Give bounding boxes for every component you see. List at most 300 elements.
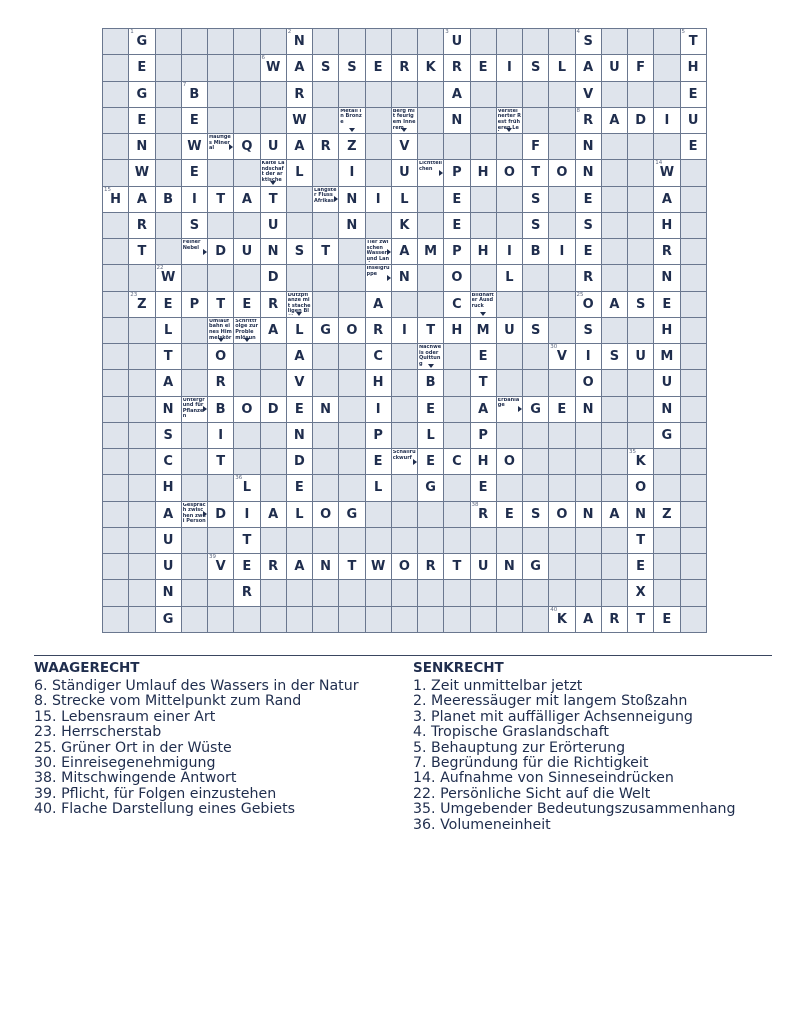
blank-cell — [182, 528, 208, 554]
letter-cell — [182, 213, 208, 239]
letter-cell — [261, 502, 287, 528]
blank-cell — [261, 344, 287, 370]
cell-letter: N — [320, 559, 332, 575]
cell-letter: W — [187, 139, 202, 155]
cell-letter: N — [582, 401, 594, 417]
blank-cell — [392, 292, 418, 318]
blank-cell — [103, 397, 129, 423]
letter-cell — [418, 397, 444, 423]
blank-cell — [628, 134, 654, 160]
blank-cell — [339, 580, 365, 606]
letter-cell — [444, 449, 470, 475]
blank-cell — [129, 370, 155, 396]
cell-letter: X — [635, 585, 646, 601]
blank-cell — [628, 160, 654, 186]
blank-cell — [576, 528, 602, 554]
cell-letter: V — [294, 375, 305, 391]
cell-letter: A — [478, 401, 489, 417]
blank-cell — [392, 397, 418, 423]
letter-cell — [261, 318, 287, 344]
letter-cell — [339, 187, 365, 213]
blank-cell — [654, 554, 680, 580]
clue-number: 5 — [681, 29, 685, 35]
letter-cell — [366, 370, 392, 396]
letter-cell — [182, 160, 208, 186]
clue-item: 35. Umgebender Bedeutungszusammenhang — [413, 801, 736, 818]
letter-cell — [681, 134, 707, 160]
cell-letter: E — [583, 191, 593, 207]
blank-cell — [287, 528, 313, 554]
blank-cell — [156, 29, 182, 55]
letter-cell — [129, 82, 155, 108]
cell-letter: K — [425, 60, 436, 76]
cell-letter: I — [349, 165, 355, 181]
letter-cell — [287, 55, 313, 81]
clue-text: Berg mit feurigem Innerem — [392, 108, 416, 131]
letter-cell — [156, 344, 182, 370]
clue-text: Schrittfolge zur Problemlösun — [235, 318, 259, 341]
blank-cell — [418, 29, 444, 55]
clue-cell — [392, 108, 418, 134]
blank-cell — [182, 475, 208, 501]
letter-cell — [471, 160, 497, 186]
blank-cell — [444, 370, 470, 396]
letter-cell — [129, 29, 155, 55]
cell-letter: N — [267, 244, 279, 260]
cell-letter: T — [242, 532, 252, 548]
cell-letter: I — [244, 506, 250, 522]
cell-letter: O — [503, 165, 515, 181]
letter-cell — [654, 607, 680, 633]
letter-cell — [576, 318, 602, 344]
letter-cell — [549, 397, 575, 423]
divider — [34, 655, 772, 656]
blank-cell — [497, 580, 523, 606]
blank-cell — [261, 29, 287, 55]
cell-letter: W — [292, 112, 307, 128]
cell-letter: O — [582, 375, 594, 391]
letter-cell — [208, 370, 234, 396]
clue-number: 6 — [261, 55, 265, 62]
cell-letter: I — [191, 191, 197, 207]
letter-cell — [234, 187, 260, 213]
clue-number: 15 — [104, 186, 111, 193]
cell-letter: B — [215, 401, 226, 417]
blank-cell — [681, 160, 707, 186]
letter-cell — [471, 449, 497, 475]
blank-cell — [208, 528, 234, 554]
cell-letter: U — [162, 559, 174, 575]
blank-cell — [339, 528, 365, 554]
blank-cell — [313, 607, 339, 633]
letter-cell — [156, 370, 182, 396]
cell-letter: U — [241, 244, 253, 260]
blank-cell — [497, 370, 523, 396]
blank-cell — [392, 82, 418, 108]
letter-cell — [444, 160, 470, 186]
cell-letter: N — [136, 139, 148, 155]
cell-letter: Z — [662, 506, 672, 522]
cell-letter: L — [557, 60, 567, 76]
letter-cell — [628, 554, 654, 580]
blank-cell — [103, 344, 129, 370]
arrow-down-icon — [506, 128, 512, 132]
blank-cell — [339, 475, 365, 501]
blank-cell — [313, 292, 339, 318]
letter-cell — [444, 265, 470, 291]
cell-letter: A — [136, 191, 147, 207]
letter-cell — [392, 160, 418, 186]
letter-cell — [208, 397, 234, 423]
blank-cell — [602, 187, 628, 213]
clue-text: Untergrund für Pflanzen — [182, 397, 205, 420]
blank-cell — [523, 292, 549, 318]
blank-cell — [471, 82, 497, 108]
letter-cell — [156, 607, 182, 633]
blank-cell — [549, 108, 575, 134]
cell-letter: E — [189, 112, 199, 128]
letter-cell — [103, 187, 129, 213]
blank-cell — [129, 423, 155, 449]
cell-letter: A — [294, 559, 305, 575]
cell-letter: U — [267, 139, 279, 155]
blank-cell — [287, 187, 313, 213]
blank-cell — [234, 607, 260, 633]
cell-letter: A — [241, 191, 252, 207]
letter-cell — [576, 108, 602, 134]
letter-cell — [129, 160, 155, 186]
cell-letter: O — [635, 480, 647, 496]
cell-letter: S — [530, 60, 541, 76]
cell-letter: A — [268, 506, 279, 522]
letter-cell — [628, 108, 654, 134]
letter-cell — [576, 344, 602, 370]
clue-number: 22 — [156, 265, 164, 272]
blank-cell — [497, 292, 523, 318]
blank-cell — [444, 502, 470, 528]
cell-letter: R — [583, 112, 594, 128]
blank-cell — [156, 108, 182, 134]
letter-cell — [497, 55, 523, 81]
blank-cell — [182, 55, 208, 81]
letter-cell — [444, 29, 470, 55]
letter-cell — [654, 318, 680, 344]
letter-cell — [628, 580, 654, 606]
cell-letter: L — [400, 191, 409, 207]
clue-item: 5. Behauptung zur Erörterung — [413, 739, 626, 756]
blank-cell — [208, 580, 234, 606]
clue-number: 2 — [287, 29, 292, 35]
cell-letter: G — [346, 506, 358, 522]
cell-letter: E — [137, 112, 147, 128]
blank-cell — [261, 370, 287, 396]
blank-cell — [339, 423, 365, 449]
blank-cell — [549, 528, 575, 554]
clue-text: Feiner Nebel — [182, 240, 201, 251]
letter-cell — [497, 449, 523, 475]
cell-letter: G — [661, 427, 673, 443]
arrow-down-icon — [401, 128, 407, 132]
blank-cell — [392, 528, 418, 554]
letter-cell — [549, 502, 575, 528]
cell-letter: H — [661, 217, 673, 233]
cell-letter: E — [294, 480, 304, 496]
letter-cell — [313, 318, 339, 344]
blank-cell — [681, 449, 707, 475]
letter-cell — [654, 502, 680, 528]
letter-cell — [156, 318, 182, 344]
blank-cell — [549, 265, 575, 291]
cell-letter: E — [662, 611, 672, 627]
clue-text: Versteinerter Rest früheren Le — [497, 108, 521, 131]
cell-letter: A — [609, 112, 620, 128]
blank-cell — [602, 423, 628, 449]
letter-cell — [129, 134, 155, 160]
blank-cell — [156, 160, 182, 186]
blank-cell — [471, 607, 497, 633]
letter-cell — [444, 55, 470, 81]
clue-item: 38. Mitschwingende Antwort — [34, 770, 237, 787]
letter-cell — [366, 475, 392, 501]
letter-cell — [418, 239, 444, 265]
blank-cell — [523, 29, 549, 55]
cell-letter: H — [477, 454, 489, 470]
letter-cell — [392, 265, 418, 291]
letter-cell — [471, 502, 497, 528]
down-clues — [413, 660, 773, 833]
cell-letter: S — [609, 349, 620, 365]
clue-item: 1. Zeit unmittelbar jetzt — [413, 678, 583, 694]
clue-text: Lichtteilchen — [419, 161, 443, 172]
cell-letter: S — [294, 244, 305, 260]
blank-cell — [182, 423, 208, 449]
cell-letter: T — [321, 244, 331, 260]
letter-cell — [392, 554, 418, 580]
blank-cell — [602, 370, 628, 396]
cell-letter: H — [162, 480, 174, 496]
letter-cell — [418, 449, 444, 475]
letter-cell — [182, 108, 208, 134]
clue-number: 14 — [655, 160, 663, 167]
letter-cell — [208, 187, 234, 213]
letter-cell — [471, 55, 497, 81]
blank-cell — [602, 29, 628, 55]
arrow-right-icon — [413, 459, 417, 465]
cell-letter: T — [163, 349, 173, 365]
blank-cell — [208, 265, 234, 291]
blank-cell — [681, 318, 707, 344]
blank-cell — [628, 370, 654, 396]
letter-cell — [366, 397, 392, 423]
cell-letter: E — [294, 401, 304, 417]
letter-cell — [602, 292, 628, 318]
blank-cell — [602, 397, 628, 423]
blank-cell — [602, 580, 628, 606]
letter-cell — [287, 502, 313, 528]
clue-item: 15. Lebensraum einer Art — [34, 708, 216, 725]
blank-cell — [261, 528, 287, 554]
cell-letter: C — [163, 454, 173, 470]
blank-cell — [681, 397, 707, 423]
blank-cell — [234, 449, 260, 475]
blank-cell — [418, 108, 444, 134]
cell-letter: V — [556, 349, 567, 365]
blank-cell — [444, 580, 470, 606]
blank-cell — [681, 502, 707, 528]
letter-cell — [234, 554, 260, 580]
letter-cell — [471, 239, 497, 265]
blank-cell — [182, 344, 208, 370]
letter-cell — [654, 344, 680, 370]
blank-cell — [576, 475, 602, 501]
cell-letter: T — [216, 191, 226, 207]
cell-letter: T — [347, 559, 357, 575]
cell-letter: P — [373, 427, 383, 443]
cell-letter: T — [452, 559, 462, 575]
cell-letter: U — [609, 60, 620, 76]
cell-letter: E — [557, 401, 567, 417]
letter-cell — [654, 187, 680, 213]
cell-letter: I — [559, 244, 565, 260]
letter-cell — [182, 187, 208, 213]
letter-cell — [366, 449, 392, 475]
blank-cell — [103, 580, 129, 606]
blank-cell — [208, 160, 234, 186]
blank-cell — [103, 134, 129, 160]
clue-item: 7. Begründung für die Richtigkeit — [413, 755, 649, 772]
letter-cell — [313, 554, 339, 580]
cell-letter: R — [399, 60, 410, 76]
arrow-down-icon — [480, 312, 486, 316]
blank-cell — [549, 187, 575, 213]
letter-cell — [156, 187, 182, 213]
cell-letter: E — [189, 165, 199, 181]
letter-cell — [287, 554, 313, 580]
blank-cell — [444, 397, 470, 423]
blank-cell — [497, 134, 523, 160]
cell-letter: E — [452, 217, 462, 233]
cell-letter: S — [530, 322, 541, 338]
blank-cell — [392, 475, 418, 501]
cell-letter: V — [215, 559, 226, 575]
letter-cell — [156, 423, 182, 449]
blank-cell — [602, 554, 628, 580]
blank-cell — [287, 265, 313, 291]
cell-letter: N — [503, 559, 515, 575]
clue-text: Kalte Landschaft der arktische — [261, 161, 285, 184]
letter-cell — [366, 292, 392, 318]
letter-cell — [576, 55, 602, 81]
letter-cell — [444, 554, 470, 580]
blank-cell — [654, 475, 680, 501]
clue-cell — [418, 160, 444, 186]
clue-number: 40 — [550, 606, 558, 613]
arrow-down-icon — [428, 364, 434, 368]
letter-cell — [208, 344, 234, 370]
blank-cell — [602, 265, 628, 291]
blank-cell — [497, 187, 523, 213]
cell-letter: G — [320, 322, 331, 338]
blank-cell — [234, 344, 260, 370]
arrow-right-icon — [203, 406, 207, 412]
blank-cell — [392, 370, 418, 396]
letter-cell — [313, 55, 339, 81]
blank-cell — [523, 82, 549, 108]
blank-cell — [497, 607, 523, 633]
cell-letter: S — [189, 217, 200, 233]
blank-cell — [602, 213, 628, 239]
letter-cell — [681, 82, 707, 108]
letter-cell — [523, 502, 549, 528]
letter-cell — [287, 397, 313, 423]
letter-cell — [602, 108, 628, 134]
letter-cell — [576, 239, 602, 265]
blank-cell — [261, 423, 287, 449]
blank-cell — [681, 265, 707, 291]
blank-cell — [313, 370, 339, 396]
cell-letter: B — [425, 375, 436, 391]
letter-cell — [602, 55, 628, 81]
clue-number: 8 — [576, 107, 580, 114]
cell-letter: P — [478, 427, 488, 443]
letter-cell — [261, 213, 287, 239]
blank-cell — [628, 213, 654, 239]
letter-cell — [287, 82, 313, 108]
blank-cell — [129, 397, 155, 423]
cell-letter: E — [688, 86, 698, 102]
blank-cell — [549, 292, 575, 318]
cell-letter: N — [661, 270, 673, 286]
cell-letter: S — [583, 217, 593, 233]
cell-letter: N — [346, 217, 358, 233]
blank-cell — [103, 160, 129, 186]
cell-letter: A — [373, 296, 384, 312]
cell-letter: R — [373, 322, 384, 338]
letter-cell — [287, 239, 313, 265]
cell-letter: H — [687, 60, 699, 76]
blank-cell — [234, 265, 260, 291]
blank-cell — [261, 580, 287, 606]
cell-letter: U — [451, 34, 463, 50]
letter-cell — [549, 55, 575, 81]
blank-cell — [208, 213, 234, 239]
blank-cell — [418, 134, 444, 160]
blank-cell — [103, 292, 129, 318]
blank-cell — [602, 134, 628, 160]
blank-cell — [261, 449, 287, 475]
cell-letter: A — [294, 60, 305, 76]
letter-cell — [654, 160, 680, 186]
cell-letter: S — [583, 34, 593, 50]
arrow-right-icon — [203, 511, 207, 517]
clue-text: Umlaufbahn eines Himmelskör — [209, 318, 232, 341]
letter-cell — [339, 318, 365, 344]
letter-cell — [287, 449, 313, 475]
letter-cell — [208, 292, 234, 318]
letter-cell — [339, 213, 365, 239]
crossword-cells — [102, 28, 707, 633]
blank-cell — [497, 344, 523, 370]
cell-letter: E — [452, 191, 462, 207]
letter-cell — [628, 528, 654, 554]
blank-cell — [313, 344, 339, 370]
blank-cell — [208, 82, 234, 108]
letter-cell — [208, 502, 234, 528]
blank-cell — [628, 82, 654, 108]
blank-cell — [523, 344, 549, 370]
letter-cell — [287, 160, 313, 186]
cell-letter: C — [452, 454, 462, 470]
